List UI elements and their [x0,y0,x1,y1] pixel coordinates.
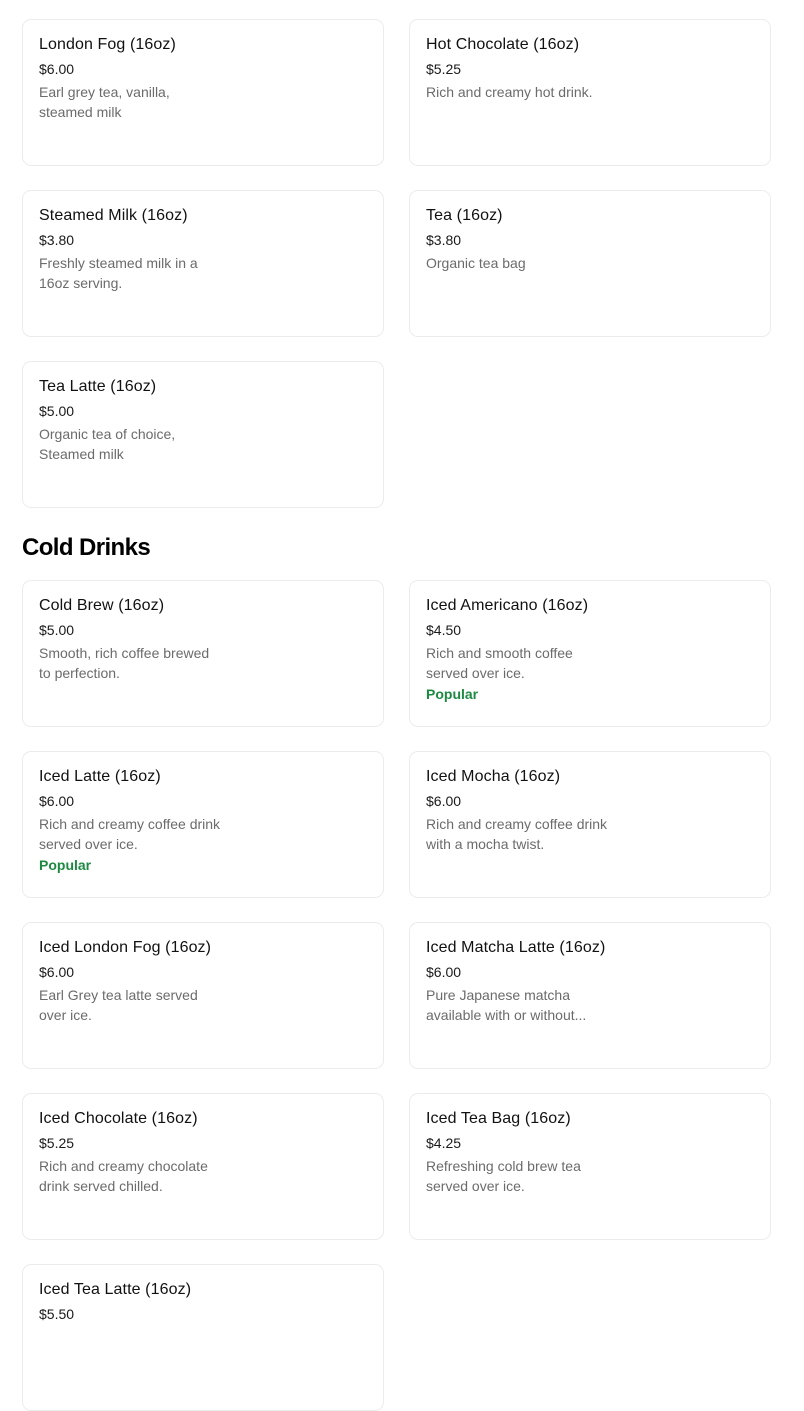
item-description: Rich and smooth coffee served over ice. [426,645,573,681]
item-price: $4.50 [426,622,462,638]
item-price: $5.00 [39,403,75,419]
item-name: Iced London Fog (16oz) [39,939,212,956]
item-description: Organic tea of choice, Steamed milk [39,426,176,462]
item-description: Earl grey tea, vanilla, steamed milk [39,84,170,120]
item-name: London Fog (16oz) [39,36,176,53]
menu-item-card[interactable] [409,19,771,166]
popular-badge: Popular [426,686,479,702]
item-price: $6.00 [426,793,462,809]
popular-badge: Popular [39,857,92,873]
item-name: Iced Chocolate (16oz) [39,1110,198,1127]
menu-item-card[interactable] [409,190,771,337]
menu-item-card[interactable] [22,190,384,337]
menu-item-card[interactable] [409,751,771,898]
item-name: Hot Chocolate (16oz) [426,36,580,53]
menu-item-card[interactable] [22,19,384,166]
menu-item-card[interactable] [22,1093,384,1240]
item-price: $6.00 [39,964,75,980]
menu-item-card[interactable] [409,1093,771,1240]
item-name: Iced Latte (16oz) [39,768,161,785]
item-description: Organic tea bag [426,255,526,271]
item-price: $6.00 [39,61,75,77]
item-description: Rich and creamy coffee drink served over ice. [39,816,221,852]
item-price: $6.00 [39,793,75,809]
item-name: Tea (16oz) [426,207,503,224]
item-description: Smooth, rich coffee brewed to perfection. [39,645,210,681]
menu-item-card[interactable] [409,580,771,727]
item-name: Iced Matcha Latte (16oz) [426,939,606,956]
item-description: Refreshing cold brew tea served over ice. [426,1158,581,1194]
item-name: Tea Latte (16oz) [39,378,157,395]
cold-drinks-grid [22,580,771,1411]
item-description: Freshly steamed milk in a 16oz serving. [39,255,198,291]
item-description: Rich and creamy chocolate drink served chilled. [39,1158,208,1194]
item-price: $5.00 [39,622,75,638]
menu-item-card[interactable] [22,361,384,508]
item-name: Steamed Milk (16oz) [39,207,188,224]
item-price: $5.25 [426,61,462,77]
section-title-cold-drinks: Cold Drinks [22,534,151,561]
menu-item-card[interactable] [22,1264,384,1411]
menu-item-card[interactable] [22,922,384,1069]
item-description: Rich and creamy hot drink. [426,84,593,100]
item-price: $3.80 [39,232,75,248]
item-description: Rich and creamy coffee drink with a mocha twist. [426,816,608,852]
item-name: Iced Americano (16oz) [426,597,589,614]
item-name: Cold Brew (16oz) [39,597,165,614]
menu-item-card[interactable] [22,751,384,898]
hot-drinks-grid [22,19,771,508]
item-price: $6.00 [426,964,462,980]
item-name: Iced Mocha (16oz) [426,768,561,785]
item-name: Iced Tea Latte (16oz) [39,1281,192,1298]
menu-item-card[interactable] [409,922,771,1069]
item-description: Earl Grey tea latte served over ice. [39,987,198,1023]
item-price: $5.25 [39,1135,75,1151]
item-price: $4.25 [426,1135,462,1151]
item-description: Pure Japanese matcha available with or without... [426,987,587,1023]
item-name: Iced Tea Bag (16oz) [426,1110,571,1127]
menu-item-card[interactable] [22,580,384,727]
item-price: $3.80 [426,232,462,248]
item-price: $5.50 [39,1306,75,1322]
